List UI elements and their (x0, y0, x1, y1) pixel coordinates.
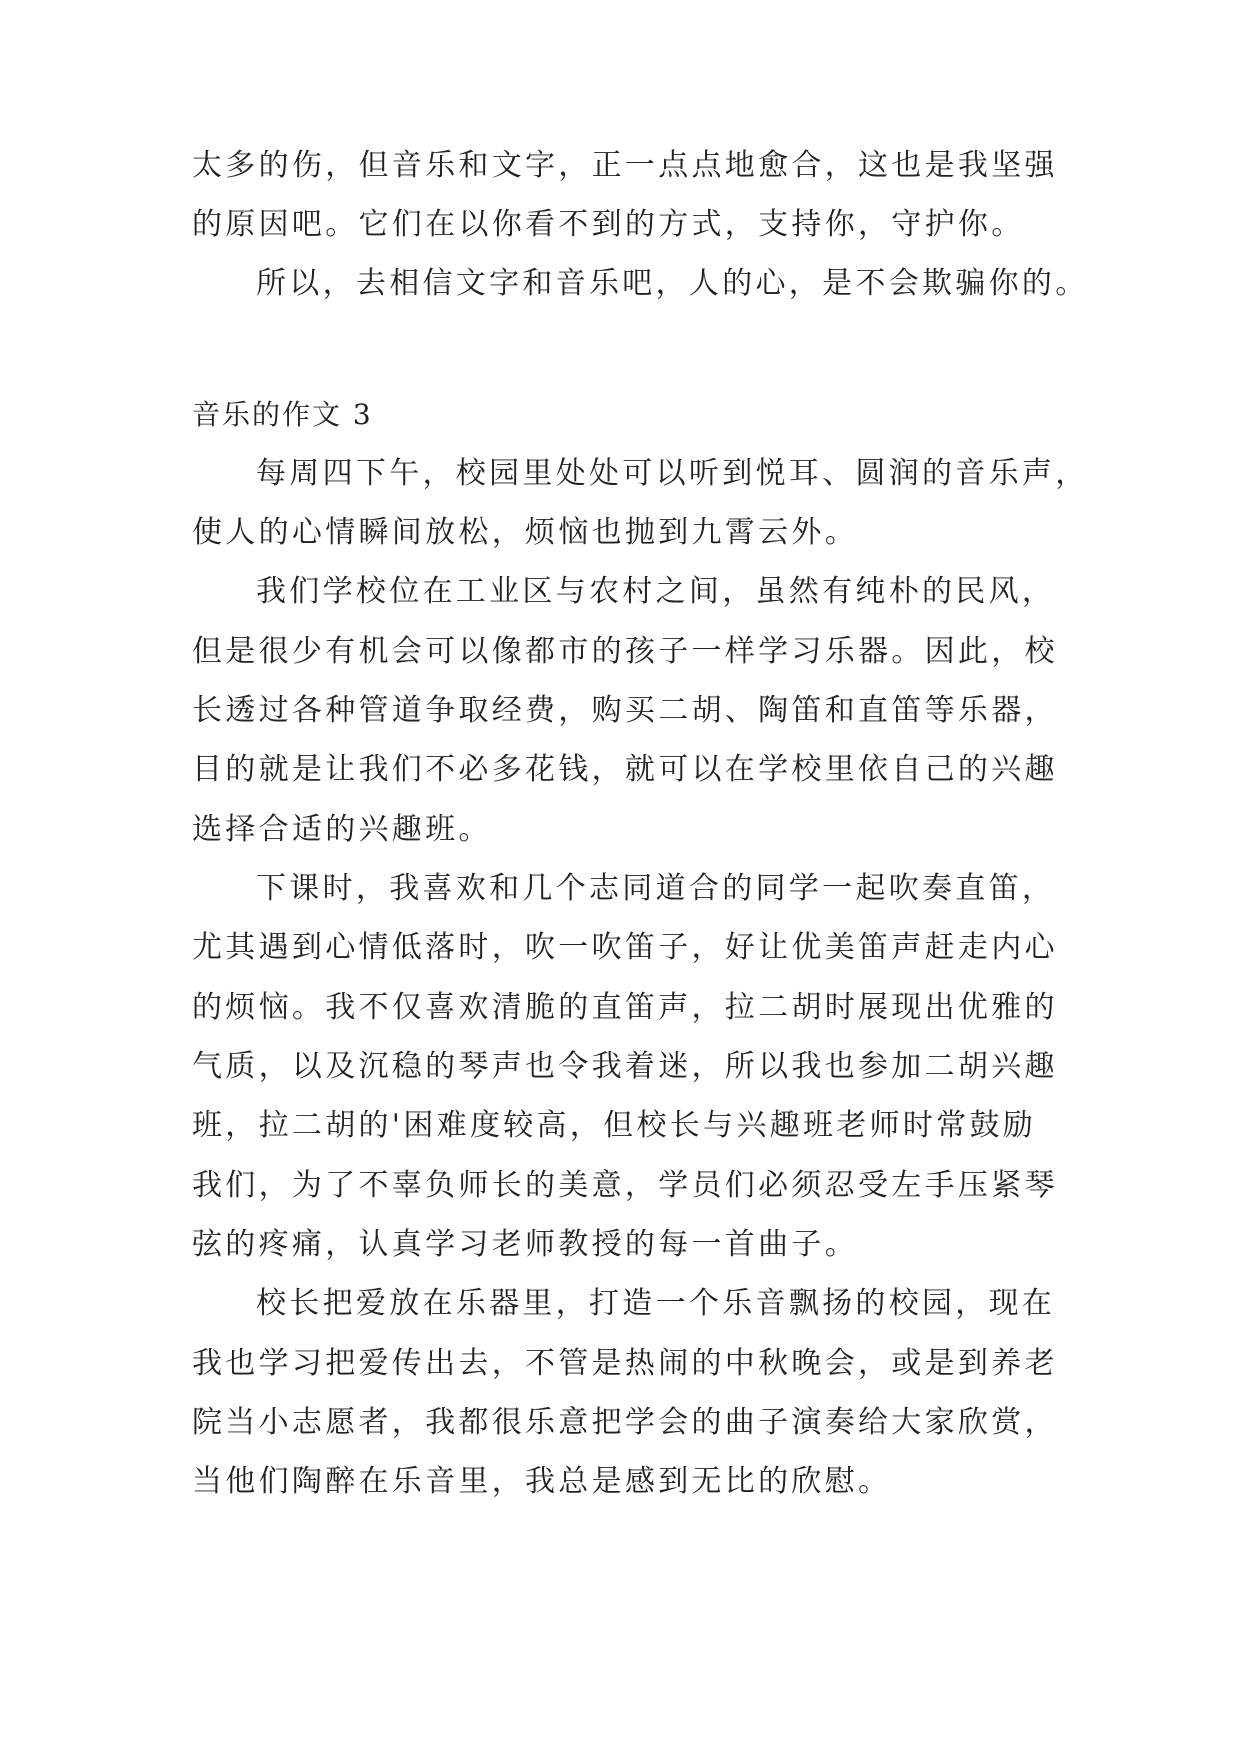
text-line: 我也学习把爱传出去，不管是热闹的中秋晚会，或是到养老 (192, 1346, 1058, 1381)
paragraph-first-line: 校长把爱放在乐器里，打造一个乐音飘扬的校园，现在 (256, 1286, 1056, 1321)
text-line: 的烦恼。我不仅喜欢清脆的直笛声，拉二胡时展现出优雅的 (192, 990, 1058, 1025)
paragraph-first-line: 所以，去相信文字和音乐吧，人的心，是不会欺骗你的。 (256, 266, 1089, 301)
section-heading: 音乐的作文 3 (192, 398, 373, 431)
text-line: 我们，为了不辜负师长的美意，学员们必须忍受左手压紧琴 (192, 1168, 1058, 1203)
paragraph-first-line: 下课时，我喜欢和几个志同道合的同学一起吹奏直笛， (256, 871, 1056, 906)
text-line: 院当小志愿者，我都很乐意把学会的曲子演奏给大家欣赏， (192, 1405, 1058, 1440)
text-line: 尤其遇到心情低落时，吹一吹笛子，好让优美笛声赶走内心 (192, 930, 1058, 965)
paragraph-first-line: 我们学校位在工业区与农村之间，虽然有纯朴的民风， (256, 574, 1056, 609)
text-line: 弦的疼痛，认真学习老师教授的每一首曲子。 (192, 1227, 858, 1262)
paragraph-first-line: 每周四下午，校园里处处可以听到悦耳、圆润的音乐声， (256, 456, 1089, 491)
text-line: 目的就是让我们不必多花钱，就可以在学校里依自己的兴趣 (192, 752, 1058, 787)
text-line: 选择合适的兴趣班。 (192, 812, 492, 847)
text-line: 气质，以及沉稳的琴声也令我着迷，所以我也参加二胡兴趣 (192, 1049, 1058, 1084)
text-line: 长透过各种管道争取经费，购买二胡、陶笛和直笛等乐器， (192, 693, 1058, 728)
text-line: 当他们陶醉在乐音里，我总是感到无比的欣慰。 (192, 1464, 892, 1499)
text-line: 使人的心情瞬间放松，烦恼也抛到九霄云外。 (192, 515, 858, 550)
text-line: 但是很少有机会可以像都市的孩子一样学习乐器。因此，校 (192, 634, 1058, 669)
text-line: 的原因吧。它们在以你看不到的方式，支持你，守护你。 (192, 207, 1025, 242)
text-line: 班，拉二胡的'困难度较高，但校长与兴趣班老师时常鼓励 (192, 1108, 1037, 1143)
text-line: 太多的伤，但音乐和文字，正一点点地愈合，这也是我坚强 (192, 148, 1058, 183)
